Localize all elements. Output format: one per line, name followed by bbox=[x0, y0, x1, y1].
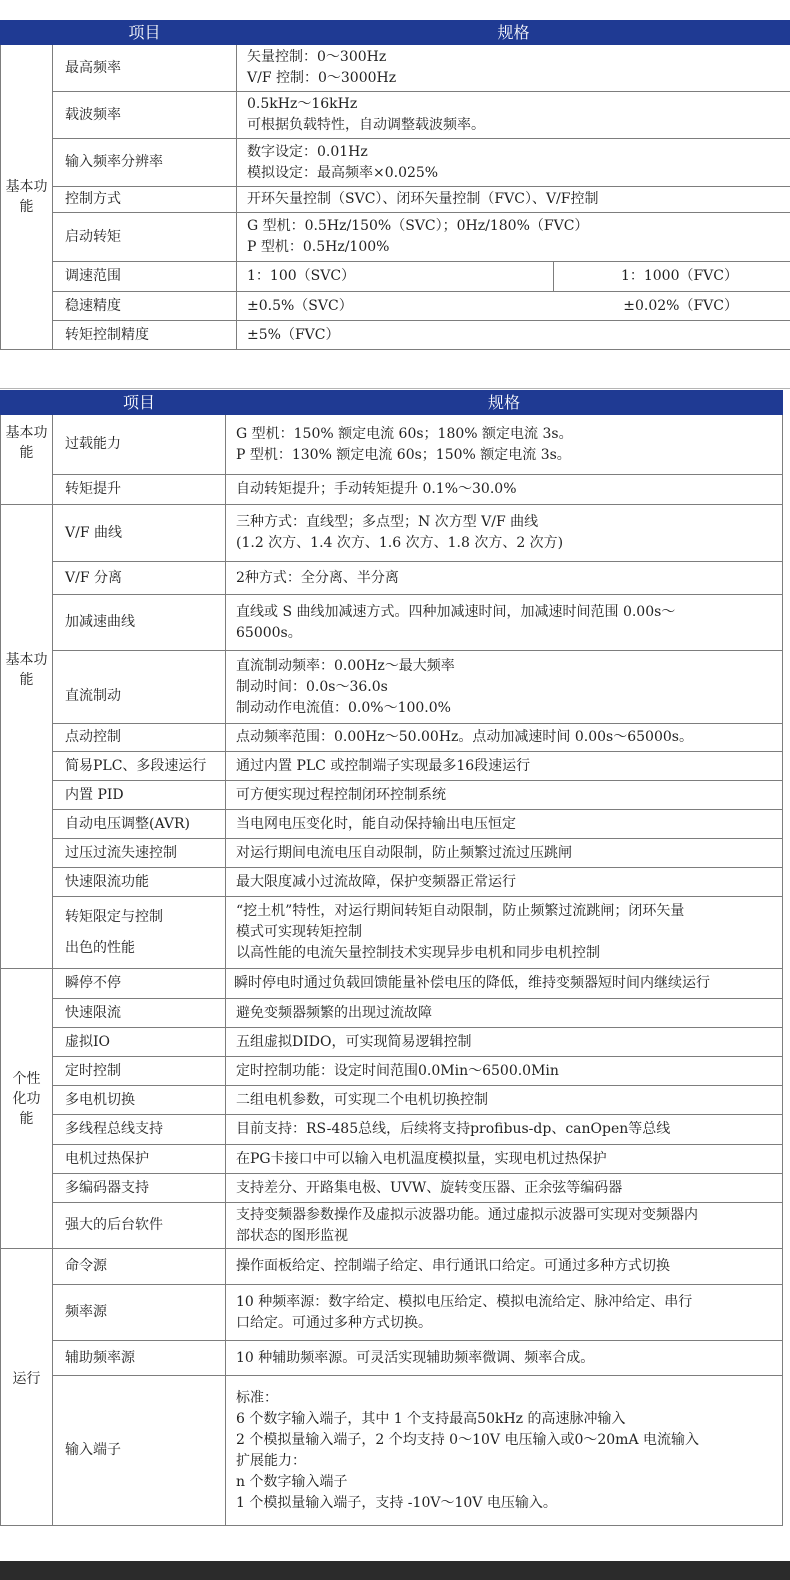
row-item: 输入频率分辨率 bbox=[53, 139, 237, 187]
row-item: 频率源 bbox=[53, 1285, 226, 1341]
row-item: 虚拟IO bbox=[53, 1028, 226, 1057]
row-spec: 矢量控制：0～300Hz V/F 控制：0～3000Hz bbox=[237, 45, 790, 92]
category-personal: 个性化功能 bbox=[1, 969, 53, 1249]
spec-table-basic bbox=[0, 20, 790, 350]
divider bbox=[0, 388, 790, 389]
row-spec: 通过内置 PLC 或控制端子实现最多16段速运行 bbox=[226, 752, 783, 781]
row-spec: G 型机：150% 额定电流 60s；180% 额定电流 3s。 P 型机：130% 额定电流 60s；150% 额定电流 3s。 bbox=[226, 415, 783, 475]
row-item: 内置 PID bbox=[53, 781, 226, 810]
row-item: 转矩限定与控制 出色的性能 bbox=[53, 897, 226, 969]
row-item: 快速限流功能 bbox=[53, 868, 226, 897]
row-item: 简易PLC、多段速运行 bbox=[53, 752, 226, 781]
category-basic: 基本功能 bbox=[1, 45, 53, 350]
row-spec: 点动频率范围：0.00Hz～50.00Hz。点动加减速时间 0.00s～65000s。 bbox=[226, 724, 783, 752]
row-item: 稳速精度 bbox=[53, 292, 237, 321]
header-item: 项目 bbox=[53, 391, 226, 415]
row-item: 辅助频率源 bbox=[53, 1341, 226, 1376]
row-item: 载波频率 bbox=[53, 92, 237, 139]
category-basic-2: 基本功能 bbox=[1, 505, 53, 969]
row-spec: 10 种频率源：数字给定、模拟电压给定、模拟电流给定、脉冲给定、串行 口给定。可通过多种方式切换。 bbox=[226, 1285, 783, 1341]
row-spec: 定时控制功能：设定时间范围0.0Min～6500.0Min bbox=[226, 1057, 783, 1086]
row-item: 控制方式 bbox=[53, 187, 237, 213]
row-spec: 当电网电压变化时，能自动保持输出电压恒定 bbox=[226, 810, 783, 839]
row-item: 多电机切换 bbox=[53, 1086, 226, 1115]
row-spec: 直线或 S 曲线加减速方式。四种加减速时间，加减速时间范围 0.00s～ 65000s。 bbox=[226, 595, 783, 651]
row-spec: 2种方式：全分离、半分离 bbox=[226, 562, 783, 595]
header-blank bbox=[1, 21, 53, 45]
row-item: 加减速曲线 bbox=[53, 595, 226, 651]
header-spec: 规格 bbox=[226, 391, 783, 415]
row-spec: 数字设定：0.01Hz 模拟设定：最高频率×0.025% bbox=[237, 139, 790, 187]
row-item: 输入端子 bbox=[53, 1376, 226, 1526]
row-item: 命令源 bbox=[53, 1249, 226, 1285]
row-spec-right: 1：1000（FVC） bbox=[554, 262, 790, 292]
row-spec: 瞬时停电时通过负载回馈能量补偿电压的降低，维持变频器短时间内继续运行 bbox=[226, 969, 783, 999]
row-item: 直流制动 bbox=[53, 651, 226, 724]
row-item: V/F 曲线 bbox=[53, 505, 226, 562]
row-spec: “挖土机”特性，对运行期间转矩自动限制，防止频繁过流跳闸；闭环矢量 模式可实现转矩控制 以高性能的电流矢量控制技术实现异步电机和同步电机控制 bbox=[226, 897, 783, 969]
row-spec: 五组虚拟DIDO，可实现简易逻辑控制 bbox=[226, 1028, 783, 1057]
row-item: 转矩提升 bbox=[53, 475, 226, 505]
header-spec: 规格 bbox=[237, 21, 790, 45]
category-run: 运行 bbox=[1, 1249, 53, 1526]
row-spec-split: ±0.5%（SVC） ±0.02%（FVC） bbox=[237, 292, 790, 321]
row-item: 强大的后台软件 bbox=[53, 1203, 226, 1249]
spec-table-extended bbox=[0, 390, 783, 1526]
row-spec: 10 种辅助频率源。可灵活实现辅助频率微调、频率合成。 bbox=[226, 1341, 783, 1376]
row-spec: 二组电机参数，可实现二个电机切换控制 bbox=[226, 1086, 783, 1115]
row-spec: 开环矢量控制（SVC）、闭环矢量控制（FVC）、V/F控制 bbox=[237, 187, 790, 213]
row-spec-left: 1：100（SVC） bbox=[237, 262, 554, 292]
row-spec: 直流制动频率：0.00Hz～最大频率 制动时间：0.0s～36.0s 制动动作电流值：0.0%～100.0% bbox=[226, 651, 783, 724]
row-spec: G 型机：0.5Hz/150%（SVC）；0Hz/180%（FVC） P 型机：0.5Hz/100% bbox=[237, 213, 790, 262]
row-item: 多线程总线支持 bbox=[53, 1115, 226, 1145]
row-spec: 最大限度减小过流故障，保护变频器正常运行 bbox=[226, 868, 783, 897]
row-spec: 支持变频器参数操作及虚拟示波器功能。通过虚拟示波器可实现对变频器内 部状态的图形监视 bbox=[226, 1203, 783, 1249]
row-item: 过压过流失速控制 bbox=[53, 839, 226, 868]
row-item: 点动控制 bbox=[53, 724, 226, 752]
row-spec: 可方便实现过程控制闭环控制系统 bbox=[226, 781, 783, 810]
header-blank bbox=[1, 391, 53, 415]
header-item: 项目 bbox=[53, 21, 237, 45]
row-spec: 0.5kHz～16kHz 可根据负载特性，自动调整载波频率。 bbox=[237, 92, 790, 139]
row-item: 定时控制 bbox=[53, 1057, 226, 1086]
row-item: 多编码器支持 bbox=[53, 1174, 226, 1203]
row-spec: 操作面板给定、控制端子给定、串行通讯口给定。可通过多种方式切换 bbox=[226, 1249, 783, 1285]
row-spec: 目前支持：RS-485总线，后续将支持profibus-dp、canOpen等总线 bbox=[226, 1115, 783, 1145]
row-spec: 标准： 6 个数字输入端子，其中 1 个支持最高50kHz 的高速脉冲输入 2 个模拟量输入端子，2 个均支持 0～10V 电压输入或0～20mA 电流输入 扩展能力： n 个数字输入端子 1 个模拟量输入端子，支持 -10V～10V 电压输入。 bbox=[226, 1376, 783, 1526]
row-item: 最高频率 bbox=[53, 45, 237, 92]
row-item: V/F 分离 bbox=[53, 562, 226, 595]
footer-bar bbox=[0, 1561, 790, 1580]
category-basic: 基本功能 bbox=[1, 415, 53, 505]
row-item: 过载能力 bbox=[53, 415, 226, 475]
row-item: 电机过热保护 bbox=[53, 1145, 226, 1174]
row-spec: 支持差分、开路集电极、UVW、旋转变压器、正余弦等编码器 bbox=[226, 1174, 783, 1203]
row-item: 启动转矩 bbox=[53, 213, 237, 262]
row-spec: ±5%（FVC） bbox=[237, 321, 790, 350]
row-spec: 避免变频器频繁的出现过流故障 bbox=[226, 999, 783, 1028]
row-item: 自动电压调整(AVR) bbox=[53, 810, 226, 839]
row-spec: 自动转矩提升；手动转矩提升 0.1%～30.0% bbox=[226, 475, 783, 505]
row-spec: 对运行期间电流电压自动限制，防止频繁过流过压跳闸 bbox=[226, 839, 783, 868]
row-spec: 三种方式：直线型；多点型；N 次方型 V/F 曲线 (1.2 次方、1.4 次方、1.6 次方、1.8 次方、2 次方) bbox=[226, 505, 783, 562]
row-item: 快速限流 bbox=[53, 999, 226, 1028]
row-item: 转矩控制精度 bbox=[53, 321, 237, 350]
row-item: 瞬停不停 bbox=[53, 969, 226, 999]
row-item: 调速范围 bbox=[53, 262, 237, 292]
row-spec: 在PG卡接口中可以输入电机温度模拟量，实现电机过热保护 bbox=[226, 1145, 783, 1174]
